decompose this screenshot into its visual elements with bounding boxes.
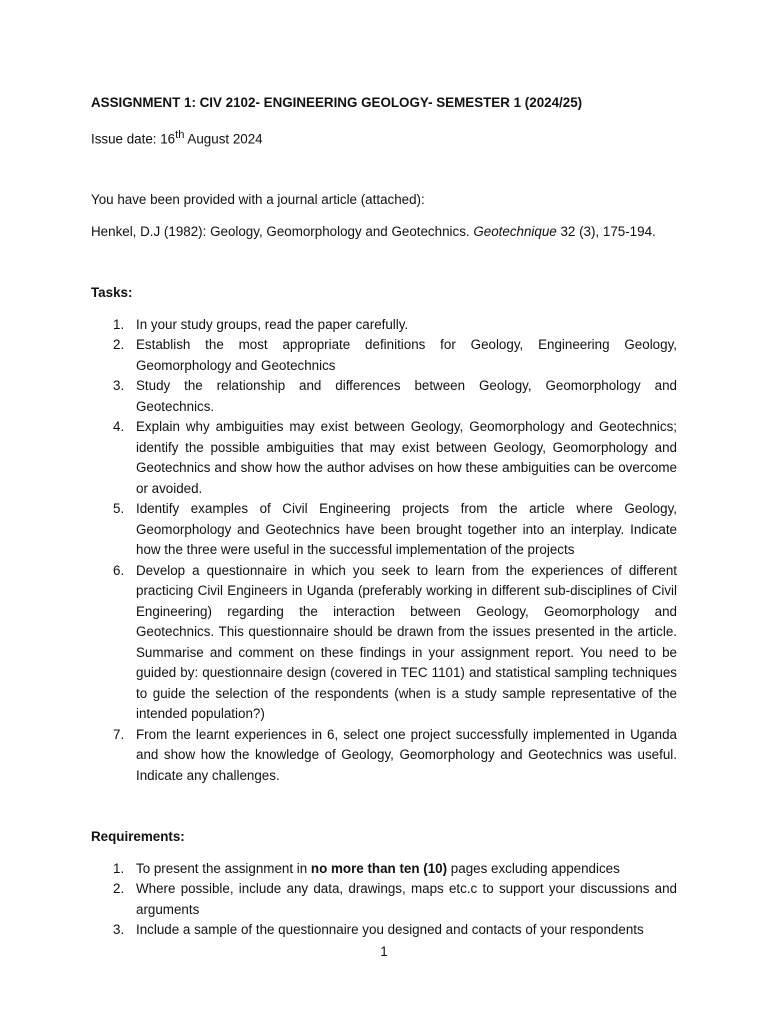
issue-date: [91, 125, 677, 150]
document-page: [91, 93, 677, 941]
tasks-heading: Tasks:: [91, 285, 133, 301]
task-number: 4.: [113, 419, 125, 435]
task-item: [91, 725, 677, 787]
task-text: From the learnt experiences in 6, select one project successfully implemented in Uganda and show how the knowledge of Geology, Geomorphology and Geotechnics was useful. Indicate any challenges.: [136, 726, 677, 783]
task-text: Establish the most appropriate definitions for Geology, Engineering Geology, Geomorphology and Geotechnics: [136, 337, 677, 373]
reference-volume: 32 (3), 175-194.: [556, 223, 656, 239]
requirement-number: 3.: [113, 922, 125, 938]
requirement-text-after: pages excluding appendices: [447, 860, 620, 876]
task-item: [91, 335, 677, 376]
issue-date-label: Issue date: 16: [91, 130, 176, 146]
task-number: 6.: [113, 562, 125, 578]
task-item: [91, 417, 677, 499]
page-number: 1: [380, 944, 388, 959]
task-item: [91, 561, 677, 725]
requirement-page-limit: no more than ten (10): [310, 860, 448, 876]
tasks-list: [91, 315, 677, 787]
task-number: 2.: [113, 337, 125, 353]
task-text: Develop a questionnaire in which you seek to learn from the experiences of different practicing Civil Engineers in Uganda (preferably working in different sub-disciplines of Civil Engineering) regarding the interaction between Geology, Geomorphology and Geotechnics. This questionnaire should be drawn from the issues presented in the article. Summarise and comment on these findings in your assignment report. You need to be guided by: questionnaire design (covered in TEC 1101) and statistical sampling techniques to guide the selection of the respondents (when is a study sample representative of the intended population?): [136, 562, 677, 722]
requirement-item: [91, 920, 677, 941]
requirement-text: Where possible, include any data, drawings, maps etc.c to support your discussions and arguments: [136, 881, 677, 917]
task-item: [91, 499, 677, 561]
task-number: 7.: [113, 726, 125, 742]
requirement-number: 1.: [113, 860, 125, 876]
task-text: Identify examples of Civil Engineering projects from the article where Geology, Geomorphology and Geotechnics have been brought together into an interplay. Indicate how the three were useful in the successful implementation of the projects: [136, 501, 677, 558]
task-number: 1.: [113, 316, 125, 332]
task-number: 5.: [113, 501, 125, 517]
assignment-title: ASSIGNMENT 1: CIV 2102- ENGINEERING GEOLOGY- SEMESTER 1 (2024/25): [91, 95, 583, 110]
task-item: [91, 376, 677, 417]
task-item: [91, 315, 677, 336]
task-number: 3.: [113, 378, 125, 394]
requirements-heading: Requirements:: [91, 829, 185, 845]
requirements-list: [91, 859, 677, 941]
issue-date-rest: August 2024: [184, 130, 263, 146]
task-text: Study the relationship and differences between Geology, Geomorphology and Geotechnics.: [136, 378, 677, 414]
requirement-text-before: To present the assignment in: [136, 860, 311, 876]
issue-date-superscript: th: [175, 128, 185, 141]
reference-authors: Henkel, D.J (1982): Geology, Geomorphology and Geotechnics.: [91, 223, 474, 239]
requirement-item: [91, 879, 677, 920]
requirement-item: [91, 859, 677, 880]
requirement-number: 2.: [113, 881, 125, 897]
reference-journal: Geotechnique: [473, 223, 557, 239]
requirement-text: Include a sample of the questionnaire you designed and contacts of your respondents: [136, 922, 644, 938]
task-text: Explain why ambiguities may exist between Geology, Geomorphology and Geotechnics; identify the possible ambiguities that may exist between Geology, Geomorphology and Geotechnics and show how the author advises on how these ambiguities can be overcome or avoided.: [136, 419, 677, 496]
task-text: In your study groups, read the paper carefully.: [136, 316, 409, 332]
journal-reference: [91, 222, 677, 243]
intro-text: You have been provided with a journal article (attached):: [91, 192, 425, 208]
